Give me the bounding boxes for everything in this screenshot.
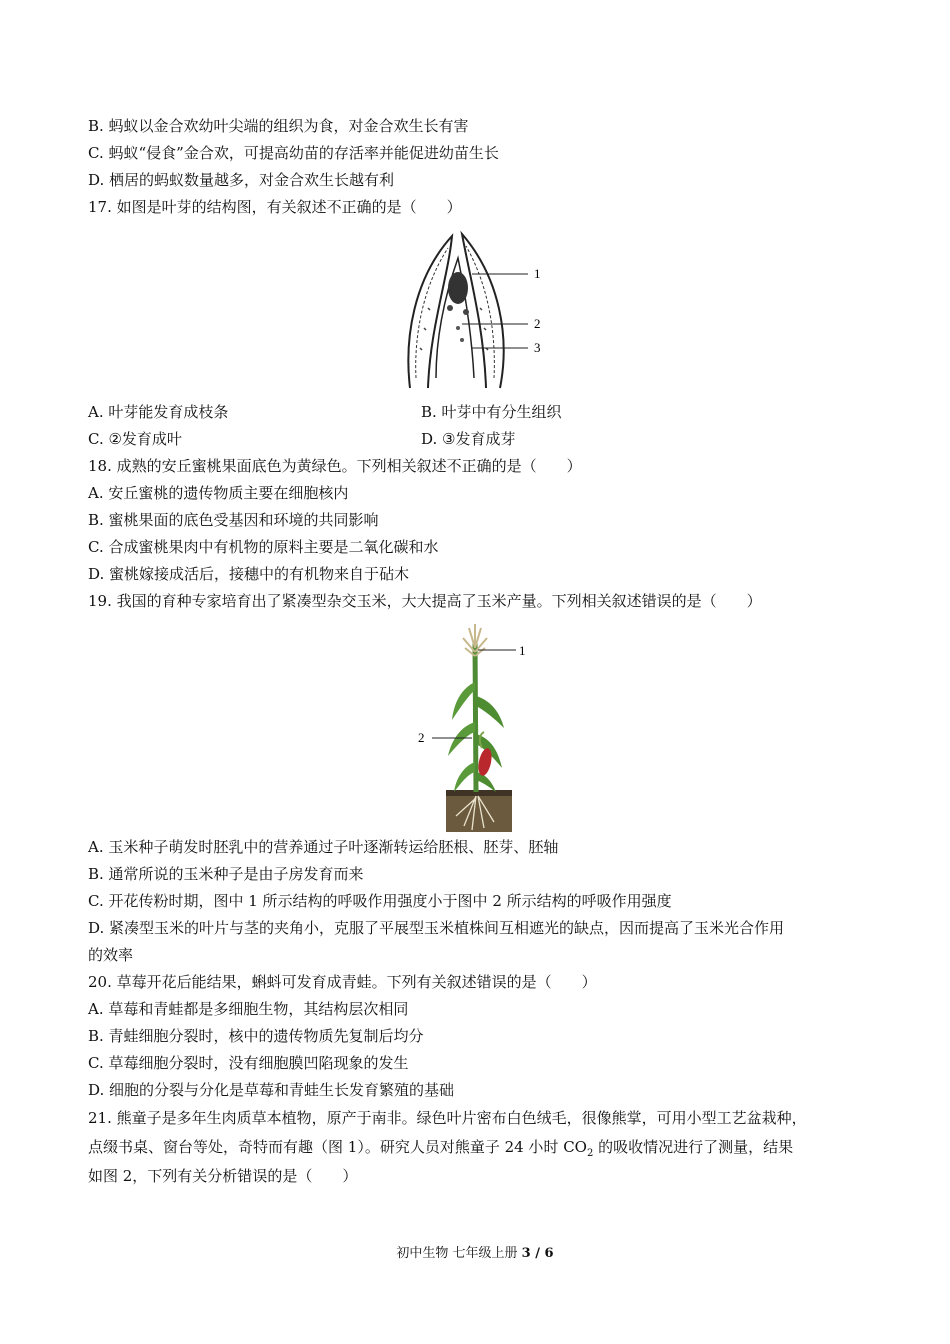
q18-option-b: B. 蜜桃果面的底色受基因和环境的共同影响 [88,511,379,529]
q21-line-1: 21. 熊童子是多年生肉质草本植物，原产于南非。绿色叶片密布白色绒毛，很像熊掌，可用小型工艺盆栽种， [88,1109,807,1127]
bud-label-1: 1 [534,266,541,281]
q19-option-c: C. 开花传粉时期，图中 1 所示结构的呼吸作用强度小于图中 2 所示结构的呼吸作用强度 [88,892,672,910]
corn-plant-figure [412,622,542,834]
q18-stem: 18. 成熟的安丘蜜桃果面底色为黄绿色。下列相关叙述不正确的是（ ） [88,457,582,475]
q20-option-c: C. 草莓细胞分裂时，没有细胞膜凹陷现象的发生 [88,1054,409,1072]
q17-option-c: C. ②发育成叶 [88,430,182,448]
page-total: 6 [544,1246,554,1261]
q16-option-d: D. 栖居的蚂蚁数量越多，对金合欢生长越有利 [88,171,395,189]
page-footer: 初中生物 七年级上册 3 / 6 [396,1246,554,1261]
q17-option-d: D. ③发育成芽 [421,430,516,448]
q16-option-c: C. 蚂蚁“侵食”金合欢，可提高幼苗的存活率并能促进幼苗生长 [88,144,499,162]
page-number: 3 [521,1246,531,1261]
q18-option-c: C. 合成蜜桃果肉中有机物的原料主要是二氧化碳和水 [88,538,439,556]
bud-label-3: 3 [534,340,541,355]
q18-option-d: D. 蜜桃嫁接成活后，接穗中的有机物来自于砧木 [88,565,410,583]
q19-option-d: D. 紧凑型玉米的叶片与茎的夹角小，克服了平展型玉米植株间互相遮光的缺点，因而提高了玉米光合作用 [88,919,785,937]
q18-option-a: A. 安丘蜜桃的遗传物质主要在细胞核内 [88,484,349,502]
bud-label-2: 2 [534,316,541,331]
q19-stem: 19. 我国的育种专家培育出了紧凑型杂交玉米，大大提高了玉米产量。下列相关叙述错误的是（ ） [88,592,762,610]
corn-label-2: 2 [418,730,425,745]
q17-option-b: B. 叶芽中有分生组织 [421,403,562,421]
q21-line-3: 如图 2，下列有关分析错误的是（ ） [88,1167,358,1185]
footer-text: 初中生物 七年级上册 [396,1246,522,1261]
q20-option-d: D. 细胞的分裂与分化是草莓和青蛙生长发育繁殖的基础 [88,1081,455,1099]
q17-stem: 17. 如图是叶芽的结构图，有关叙述不正确的是（ ） [88,198,462,216]
corn-label-1: 1 [519,643,526,658]
q19-option-b: B. 通常所说的玉米种子是由子房发育而来 [88,865,364,883]
q20-option-a: A. 草莓和青蛙都是多细胞生物，其结构层次相同 [88,1000,409,1018]
q16-option-b: B. 蚂蚁以金合欢幼叶尖端的组织为食，对金合欢生长有害 [88,117,469,135]
q19-option-a: A. 玉米种子萌发时胚乳中的营养通过子叶逐渐转运给胚根、胚芽、胚轴 [88,838,559,856]
leaf-bud-figure [400,228,560,393]
q20-stem: 20. 草莓开花后能结果，蝌蚪可发育成青蛙。下列有关叙述错误的是（ ） [88,973,597,991]
q17-option-a: A. 叶芽能发育成枝条 [88,403,229,421]
q20-option-b: B. 青蛙细胞分裂时，核中的遗传物质先复制后均分 [88,1027,424,1045]
q21-line-2: 点缀书桌、窗台等处，奇特而有趣（图 1）。研究人员对熊童子 24 小时 $CO_2$ 的吸收情况进行了测量，结果 [88,1138,794,1159]
q19-option-d-cont: 的效率 [88,946,134,964]
